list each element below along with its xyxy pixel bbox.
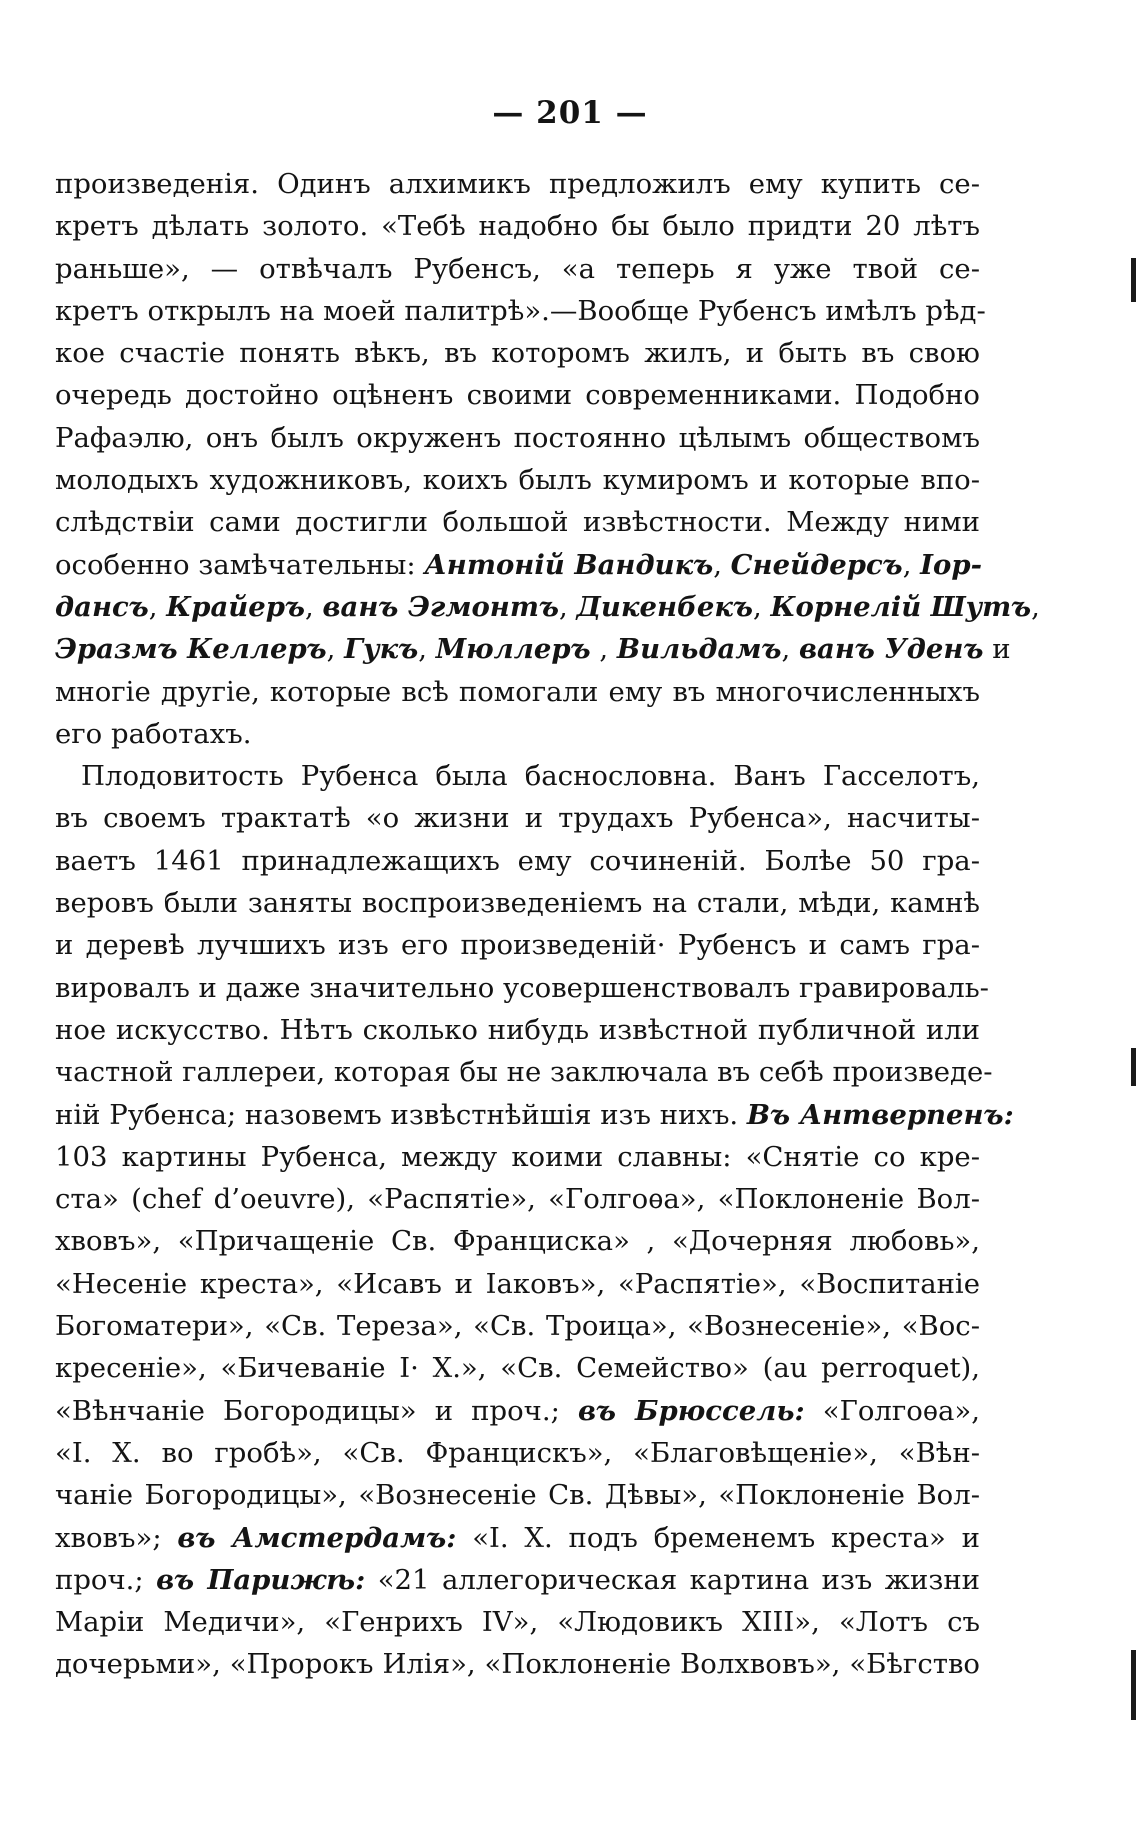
text-line xyxy=(55,1643,980,1685)
text-segment: , xyxy=(305,590,323,623)
text-line xyxy=(55,205,980,247)
text-segment: Маріи Медичи», «Генрихъ IV», «Людовикъ XIII», «Лотъ съ xyxy=(55,1606,980,1639)
text-line xyxy=(55,1559,980,1601)
text-line xyxy=(55,1136,980,1178)
text-segment: , xyxy=(902,548,921,581)
text-line xyxy=(55,924,980,966)
text-segment: «Вѣнчаніе Богородицы» и проч.; xyxy=(55,1394,578,1427)
text-segment: , xyxy=(781,633,799,666)
text-line xyxy=(55,797,980,839)
text-segment: многіе другіе, которые всѣ помогали ему въ многочисленныхъ xyxy=(55,675,980,708)
text-line xyxy=(55,1390,980,1432)
body-text xyxy=(55,163,1040,1686)
text-segment: чаніе Богородицы», «Вознесеніе Св. Дѣвы», «Поклоненіе Вол- xyxy=(55,1479,980,1512)
text-line xyxy=(55,755,980,797)
text-line xyxy=(55,1263,980,1305)
text-segment: ваетъ 1461 принадлежащихъ ему сочиненій. Болѣе 50 гра- xyxy=(55,844,980,877)
page-number: — 201 — xyxy=(492,95,648,131)
text-line xyxy=(55,1220,980,1262)
text-segment: ста» (chef d’oeuvre), «Распятіе», «Голгоѳа», «Поклоненіе Вол- xyxy=(55,1183,980,1216)
italic-name: Корнелій Шутъ xyxy=(770,590,1032,623)
text-segment: частной галлереи, которая бы не заключала въ себѣ произведе- xyxy=(55,1056,993,1089)
text-segment: , xyxy=(326,633,345,666)
text-line xyxy=(55,459,980,501)
italic-name: ванъ Эгмонтъ xyxy=(322,590,559,623)
text-line xyxy=(55,1178,980,1220)
text-segment: «І. Х. подъ бременемъ креста» и xyxy=(456,1521,980,1554)
italic-name: дансъ xyxy=(55,590,149,623)
text-segment: , xyxy=(418,633,436,666)
text-segment: Плодовитость Рубенса была баснословна. Ванъ Гасселотъ, xyxy=(81,760,980,793)
text-line xyxy=(55,1305,980,1347)
text-segment: въ своемъ трактатѣ «о жизни и трудахъ Рубенса», насчиты- xyxy=(55,802,980,835)
text-line xyxy=(55,586,1040,628)
text-segment: слѣдствіи сами достигли большой извѣстности. Между ними xyxy=(55,506,980,539)
text-line xyxy=(55,1009,980,1051)
text-line xyxy=(55,1474,980,1516)
text-line xyxy=(55,840,980,882)
text-line xyxy=(55,290,986,332)
text-segment: произведенія. Одинъ алхимикъ предложилъ ему купить се- xyxy=(55,168,980,200)
text-segment: кретъ дѣлать золото. «Тебѣ надобно бы было придти 20 лѣтъ xyxy=(55,210,980,243)
italic-name: Въ Антверпенъ: xyxy=(746,1098,1014,1131)
text-segment: веровъ были заняты воспроизведеніемъ на стали, мѣди, камнѣ xyxy=(55,887,980,920)
italic-name: Эразмъ Келлеръ xyxy=(55,633,327,666)
text-segment: 103 картины Рубенса, между коими славны: «Снятіе со кре- xyxy=(55,1140,980,1173)
text-line xyxy=(55,501,980,543)
text-line xyxy=(55,882,980,924)
text-line xyxy=(55,713,980,755)
text-segment: «21 аллегорическая картина изъ жизни xyxy=(365,1563,980,1596)
text-line xyxy=(55,1601,980,1643)
text-line xyxy=(55,248,980,290)
text-segment: молодыхъ художниковъ, коихъ былъ кумиромъ и которые впо- xyxy=(55,464,980,497)
italic-name: въ Парижѣ: xyxy=(156,1563,366,1596)
text-segment: хвовъ»; xyxy=(55,1521,178,1554)
text-segment: Рафаэлю, онъ былъ окруженъ постоянно цѣлымъ обществомъ xyxy=(55,421,980,454)
italic-name: Мюллеръ xyxy=(435,633,591,666)
text-line xyxy=(55,628,1011,670)
italic-name: Вильдамъ xyxy=(616,633,782,666)
italic-name: въ Брюссель: xyxy=(577,1394,805,1427)
scan-edge-mark xyxy=(1131,258,1136,302)
text-line xyxy=(55,671,980,713)
text-line xyxy=(55,1432,980,1474)
text-line xyxy=(55,417,980,459)
italic-name: ванъ Уденъ xyxy=(798,633,984,666)
text-segment: Богоматери», «Св. Тереза», «Св. Троица», «Вознесеніе», «Вос- xyxy=(55,1310,980,1343)
text-segment: кое счастіе понять вѣкъ, въ которомъ жилъ, и быть въ свою xyxy=(55,337,980,370)
text-segment: его работахъ. xyxy=(55,717,252,750)
text-line xyxy=(55,1517,980,1559)
text-line xyxy=(55,1347,980,1389)
text-segment: , xyxy=(1031,590,1040,623)
italic-name: Снейдерсъ xyxy=(730,548,903,581)
text-segment: кретъ открылъ на моей палитрѣ».—Вообще Рубенсъ имѣлъ рѣд- xyxy=(55,294,986,327)
italic-name: Крайеръ xyxy=(166,590,305,623)
text-segment: , xyxy=(148,590,167,623)
italic-name: Гукъ xyxy=(344,633,419,666)
italic-name: Антоній Вандикъ xyxy=(424,548,714,581)
text-segment: «І. Х. во гробѣ», «Св. Францискъ», «Благовѣщеніе», «Вѣн- xyxy=(55,1436,980,1469)
text-segment: кресеніе», «Бичеваніе І· Х.», «Св. Семейство» (au perroquet), xyxy=(55,1352,980,1385)
text-segment: особенно замѣчательны: xyxy=(55,548,425,581)
text-segment: вировалъ и даже значительно усовершенствовалъ гравироваль- xyxy=(55,971,989,1004)
text-segment: раньше», — отвѣчалъ Рубенсъ, «а теперь я уже твой се- xyxy=(55,252,980,285)
scan-edge-mark xyxy=(1131,1650,1136,1720)
text-segment: ній Рубенса; назовемъ извѣстнѣйшія изъ нихъ. xyxy=(55,1098,747,1131)
text-segment: , xyxy=(713,548,731,581)
italic-name: Дикенбекъ xyxy=(576,590,753,623)
italic-name: въ Амстердамъ: xyxy=(177,1521,457,1554)
text-segment: и xyxy=(983,633,1011,666)
text-line xyxy=(55,967,989,1009)
text-line xyxy=(55,1094,1014,1136)
text-segment: , xyxy=(590,633,617,666)
scan-edge-mark xyxy=(1131,1048,1136,1086)
text-segment: «Голгоѳа», xyxy=(804,1394,980,1427)
text-line xyxy=(55,163,980,205)
italic-name: Іор- xyxy=(920,548,983,581)
text-line xyxy=(55,332,980,374)
text-segment: очередь достойно оцѣненъ своими современниками. Подобно xyxy=(55,379,980,412)
text-segment: хвовъ», «Причащеніе Св. Франциска» , «Дочерняя любовь», xyxy=(55,1225,980,1258)
text-segment: , xyxy=(558,590,577,623)
text-line xyxy=(55,1051,993,1093)
text-segment: и деревѣ лучшихъ изъ его произведеній· Рубенсъ и самъ гра- xyxy=(55,929,980,962)
text-segment: дочерьми», «Пророкъ Илія», «Поклоненіе Волхвовъ», «Бѣгство xyxy=(55,1648,980,1681)
text-segment: проч.; xyxy=(55,1563,157,1596)
text-line xyxy=(55,544,983,586)
text-line xyxy=(55,374,980,416)
text-segment: «Несеніе креста», «Исавъ и Іаковъ», «Распятіе», «Воспитаніе xyxy=(55,1267,980,1300)
text-segment: ное искусство. Нѣтъ сколько нибудь извѣстной публичной или xyxy=(55,1013,980,1046)
text-segment: , xyxy=(753,590,771,623)
